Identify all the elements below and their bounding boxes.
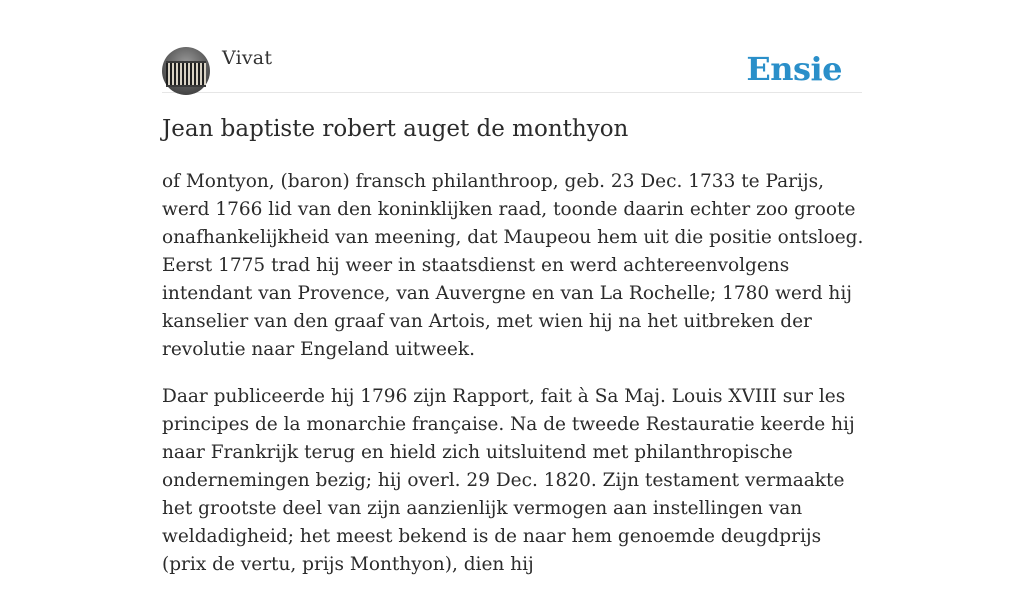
paragraph: Daar publiceerde hij 1796 zijn Rapport, fait à Sa Maj. Louis XVIII sur les principes de la monarchie française. Na de tweede Restauratie keerde hij naar Frankrijk terug en hield zich uitsluitend met philanthropische ondernemingen bezig; hij overl. 29 Dec. 1820. Zijn testament vermaakte het grootste deel van zijn aanzienlijk vermogen aan instellingen van weldadigheid; het meest bekend is de naar hem genoemde deugdprijs (prix de vertu, prijs Monthyon), dien hij (162, 386, 855, 575)
header (162, 46, 862, 93)
brand-logo[interactable]: Ensie (746, 50, 842, 88)
paragraph: of Montyon, (baron) fransch philanthroop, geb. 23 Dec. 1733 te Parijs, werd 1766 lid van den koninklijken raad, toonde daarin echter zoo groote onafhankelijkheid van meening, dat Maupeou hem uit die positie ontsloeg. Eerst 1775 trad hij weer in staatsdienst en werd achtereenvolgens intendant van Provence, van Auvergne en van La Rochelle; 1780 werd hij kanselier van den graaf van Artois, met wien hij na het uitbreken der revolutie naar Engeland uitweek. (162, 171, 864, 360)
page-title: Jean baptiste robert auget de monthyon (162, 116, 629, 142)
site-name[interactable]: Vivat (222, 47, 273, 69)
article-body (162, 168, 866, 598)
bookshelf-icon (166, 61, 206, 87)
avatar[interactable] (162, 47, 210, 95)
